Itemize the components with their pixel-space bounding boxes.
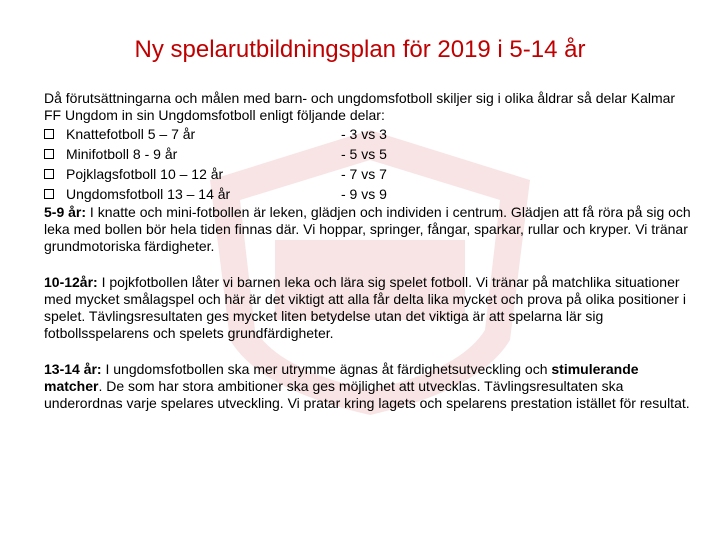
game-format: - 9 vs 9	[341, 185, 387, 202]
section-text-after: . De som har stora ambitioner ska ges möjlighet att utvecklas. Tävlingsresultaten ska underordnas varje spelares utveckling. Vi pratar kring lagets och spelarens prestation istället för resultat.	[44, 378, 690, 411]
body-content	[44, 90, 694, 412]
section-lead: 13-14 år:	[44, 361, 102, 377]
age-group-list	[44, 124, 694, 204]
list-item	[44, 124, 694, 144]
game-format: - 7 vs 7	[341, 165, 387, 182]
section-text: I ungdomsfotbollen ska mer utrymme ägnas åt färdighetsutveckling och	[101, 361, 552, 377]
age-group-label: Ungdomsfotboll 13 – 14 år	[66, 185, 231, 202]
section-5-9	[44, 204, 694, 255]
age-group-label: Pojklagsfotboll 10 – 12 år	[66, 165, 224, 182]
page-title: Ny spelarutbildningsplan för 2019 i 5-14 år	[134, 36, 586, 63]
list-item	[44, 184, 694, 204]
checkbox-bullet-icon	[44, 169, 54, 179]
section-emphasis: stimulerande matcher	[44, 361, 639, 394]
section-text: I pojkfotbollen låter vi barnen leka och lära sig spelet fotboll. Vi tränar på matchlika situationer med mycket smålagspel och här är det viktigt att alla får delta lika mycket och prova på olika positioner i spelet. Tävlingsresultaten ges mycket liten betydelse utan det viktiga är att spelarna lär sig fotbollsspelarens och spelets grundfärdigheter.	[44, 274, 686, 341]
checkbox-bullet-icon	[44, 149, 54, 159]
section-13-14	[44, 361, 694, 412]
age-group-label: Knattefotboll 5 – 7 år	[66, 125, 196, 142]
age-group-label: Minifotboll 8 - 9 år	[66, 145, 178, 162]
checkbox-bullet-icon	[44, 129, 54, 139]
list-item	[44, 164, 694, 184]
game-format: - 5 vs 5	[341, 145, 387, 162]
section-text: I knatte och mini-fotbollen är leken, glädjen och individen i centrum. Glädjen att få röra på sig och leka med bollen bör hela tiden finnas där. Vi hoppar, springer, fångar, sparkar, rullar och kryper. Vi tränar grundmotoriska färdigheter.	[44, 204, 691, 254]
section-lead: 10-12år:	[44, 274, 98, 290]
intro-paragraph: Då förutsättningarna och målen med barn- och ungdomsfotboll skiljer sig i olika åldrar så delar Kalmar FF Ungdom in sin Ungdomsfotboll enligt följande delar:	[44, 90, 676, 123]
checkbox-bullet-icon	[44, 189, 54, 199]
section-lead: 5-9 år:	[44, 204, 87, 220]
list-item	[44, 144, 694, 164]
section-10-12	[44, 274, 694, 342]
game-format: - 3 vs 3	[341, 125, 387, 142]
